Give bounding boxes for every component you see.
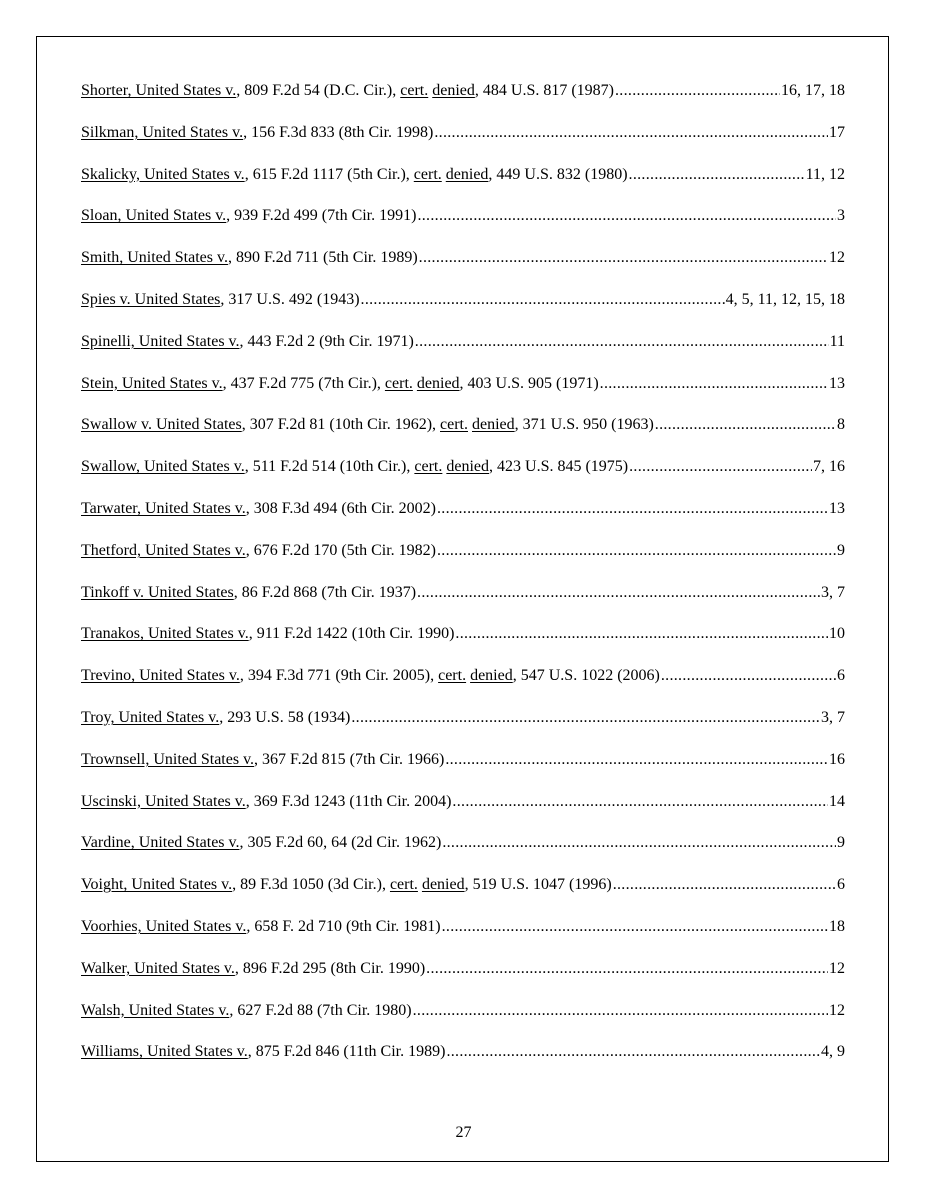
authority-entry — [81, 623, 845, 665]
page-references: 3, 7 — [821, 708, 845, 726]
denied-label: denied — [416, 374, 460, 392]
denied-label: denied — [445, 165, 489, 183]
denied-label: denied — [470, 667, 513, 685]
citation-detail: , 305 F.2d 60, 64 (2d Cir. 1962) — [239, 834, 442, 852]
case-name: Skalicky, United States v. — [81, 165, 245, 183]
page-references: 16, 17, 18 — [781, 82, 845, 99]
case-name: Walsh, United States v. — [81, 1001, 230, 1019]
citation — [81, 832, 441, 854]
citation-detail: , 86 F.2d 868 (7th Cir. 1937) — [233, 583, 417, 601]
page-references: 12 — [829, 249, 845, 267]
citation — [81, 1041, 445, 1063]
citation — [81, 958, 425, 980]
cert-label: cert. — [400, 82, 429, 99]
citation — [81, 665, 660, 687]
dot-leader — [615, 80, 780, 102]
authority-entry — [81, 331, 845, 373]
authority-entry — [81, 80, 845, 122]
citation — [81, 80, 614, 102]
authority-entry — [81, 582, 845, 624]
dot-leader — [629, 456, 812, 478]
cert-label: cert. — [438, 667, 467, 685]
authority-entry — [81, 456, 845, 498]
case-name: Spinelli, United States v. — [81, 332, 240, 350]
page-references: 7, 16 — [813, 458, 845, 476]
citation — [81, 373, 599, 395]
citation-detail: , 875 F.2d 846 (11th Cir. 1989) — [247, 1043, 446, 1061]
dot-leader — [437, 498, 828, 520]
page-references: 13 — [829, 374, 845, 392]
citation-detail-2: , 449 U.S. 832 (1980) — [488, 165, 628, 183]
authority-entry — [81, 373, 845, 415]
page-references: 3, 7 — [821, 583, 845, 601]
citation — [81, 582, 416, 604]
authority-entry — [81, 832, 845, 874]
case-name: Trevino, United States v. — [81, 667, 240, 685]
authority-entry — [81, 122, 845, 164]
page-references: 17 — [829, 123, 845, 141]
citation — [81, 707, 350, 729]
authority-entry — [81, 958, 845, 1000]
citation-detail-2: , 423 U.S. 845 (1975) — [489, 458, 629, 476]
authority-entry — [81, 665, 845, 707]
page-references: 4, 5, 11, 12, 15, 18 — [725, 290, 845, 308]
citation-detail: , 809 F.2d 54 (D.C. Cir.), — [236, 82, 401, 99]
dot-leader — [445, 749, 828, 771]
citation-detail-2: , 484 U.S. 817 (1987) — [474, 82, 614, 99]
authority-entry — [81, 874, 845, 916]
citation — [81, 623, 454, 645]
page-references: 6 — [837, 876, 845, 894]
citation — [81, 205, 416, 227]
cert-label: cert. — [384, 374, 413, 392]
dot-leader — [446, 1041, 820, 1063]
citation-detail: , 443 F.2d 2 (9th Cir. 1971) — [239, 332, 414, 350]
citation-detail: , 367 F.2d 815 (7th Cir. 1966) — [254, 750, 445, 768]
citation-detail: , 911 F.2d 1422 (10th Cir. 1990) — [248, 625, 455, 643]
citation — [81, 456, 628, 478]
case-name: Silkman, United States v. — [81, 123, 244, 141]
case-name: Tarwater, United States v. — [81, 499, 246, 517]
dot-leader — [442, 916, 828, 938]
authority-entry — [81, 540, 845, 582]
citation — [81, 498, 436, 520]
citation-detail: , 615 F.2d 1117 (5th Cir.), — [244, 165, 414, 183]
page-references: 11, 12 — [805, 165, 845, 183]
case-name: Spies v. United States — [81, 290, 221, 308]
dot-leader — [661, 665, 836, 687]
citation-detail: , 511 F.2d 514 (10th Cir.), — [244, 458, 415, 476]
citation — [81, 540, 436, 562]
dot-leader — [629, 164, 805, 186]
cert-label: cert. — [440, 416, 468, 434]
denied-label: denied — [421, 876, 465, 894]
citation — [81, 749, 444, 771]
dot-leader — [361, 289, 725, 311]
page-references: 12 — [829, 1001, 845, 1019]
page-references: 12 — [829, 959, 845, 977]
authority-entry — [81, 791, 845, 833]
page-references: 9 — [837, 834, 845, 852]
citation-detail-2: , 403 U.S. 905 (1971) — [459, 374, 599, 392]
citation-detail: , 308 F.3d 494 (6th Cir. 2002) — [245, 499, 436, 517]
case-name: Swallow, United States v. — [81, 458, 245, 476]
page-references: 3 — [837, 207, 845, 225]
dot-leader — [655, 414, 836, 436]
dot-leader — [351, 707, 820, 729]
case-name: Tranakos, United States v. — [81, 625, 249, 643]
page-references: 10 — [829, 625, 845, 643]
case-name: Uscinski, United States v. — [81, 792, 246, 810]
cert-label: cert. — [413, 165, 442, 183]
citation — [81, 289, 360, 311]
dot-leader — [417, 582, 820, 604]
authority-entry — [81, 1041, 845, 1083]
page-references: 13 — [829, 499, 845, 517]
citation-detail: , 307 F.2d 81 (10th Cir. 1962), — [241, 416, 441, 434]
case-name: Trownsell, United States v. — [81, 750, 255, 768]
denied-label: denied — [446, 458, 490, 476]
case-name: Vardine, United States v. — [81, 834, 240, 852]
citation-detail-2: , 371 U.S. 950 (1963) — [514, 416, 654, 434]
page-references: 16 — [829, 750, 845, 768]
dot-leader — [415, 331, 829, 353]
cert-label: cert. — [389, 876, 418, 894]
authority-entry — [81, 414, 845, 456]
citation-detail: , 939 F.2d 499 (7th Cir. 1991) — [226, 207, 417, 225]
page-references: 8 — [837, 416, 845, 434]
case-name: Troy, United States v. — [81, 708, 220, 726]
citation-detail: , 896 F.2d 295 (8th Cir. 1990) — [234, 959, 426, 977]
citation-detail: , 437 F.2d 775 (7th Cir.), — [222, 374, 385, 392]
citation — [81, 331, 414, 353]
page-number: 27 — [455, 1124, 472, 1141]
case-name: Williams, United States v. — [81, 1043, 248, 1061]
authority-entry — [81, 749, 845, 791]
citation-detail-2: , 547 U.S. 1022 (2006) — [512, 667, 660, 685]
denied-label: denied — [472, 416, 515, 434]
case-name: Voight, United States v. — [81, 876, 233, 894]
dot-leader — [452, 791, 828, 813]
citation — [81, 916, 441, 938]
authority-entry — [81, 916, 845, 958]
dot-leader — [426, 958, 828, 980]
table-of-authorities — [81, 80, 845, 1083]
authority-entry — [81, 205, 845, 247]
citation-detail: , 369 F.3d 1243 (11th Cir. 2004) — [245, 792, 452, 810]
citation-detail-2: , 519 U.S. 1047 (1996) — [464, 876, 612, 894]
citation-detail: , 293 U.S. 58 (1934) — [219, 708, 351, 726]
citation — [81, 791, 451, 813]
dot-leader — [600, 373, 828, 395]
dot-leader — [419, 247, 828, 269]
citation-detail: , 156 F.3d 833 (8th Cir. 1998) — [243, 123, 434, 141]
citation-detail: , 89 F.3d 1050 (3d Cir.), — [232, 876, 390, 894]
citation — [81, 122, 433, 144]
dot-leader — [417, 205, 836, 227]
authority-entry — [81, 1000, 845, 1042]
dot-leader — [413, 1000, 828, 1022]
citation-detail: , 658 F. 2d 710 (9th Cir. 1981) — [246, 917, 441, 935]
page-references: 14 — [829, 792, 845, 810]
citation-detail: , 676 F.2d 170 (5th Cir. 1982) — [245, 541, 436, 559]
case-name: Smith, United States v. — [81, 249, 228, 267]
dot-leader — [437, 540, 836, 562]
authority-entry — [81, 164, 845, 206]
case-name: Thetford, United States v. — [81, 541, 246, 559]
case-name: Sloan, United States v. — [81, 207, 227, 225]
case-name: Voorhies, United States v. — [81, 917, 247, 935]
authority-entry — [81, 247, 845, 289]
authority-entry — [81, 707, 845, 749]
authority-entry — [81, 289, 845, 331]
denied-label: denied — [432, 82, 475, 99]
page-references: 6 — [837, 667, 845, 685]
page-references: 11 — [829, 332, 845, 350]
page-references: 9 — [837, 541, 845, 559]
case-name: Swallow v. United States — [81, 416, 242, 434]
citation — [81, 874, 612, 896]
page-references: 4, 9 — [821, 1043, 845, 1061]
cert-label: cert. — [414, 458, 443, 476]
case-name: Stein, United States v. — [81, 374, 223, 392]
dot-leader — [434, 122, 828, 144]
citation-detail: , 394 F.3d 771 (9th Cir. 2005), — [239, 667, 439, 685]
citation-detail: , 627 F.2d 88 (7th Cir. 1980) — [229, 1001, 412, 1019]
citation — [81, 414, 654, 436]
citation-detail: , 890 F.2d 711 (5th Cir. 1989) — [227, 249, 418, 267]
citation-detail: , 317 U.S. 492 (1943) — [220, 290, 360, 308]
case-name: Shorter, United States v. — [81, 82, 237, 99]
citation — [81, 164, 628, 186]
case-name: Walker, United States v. — [81, 959, 235, 977]
citation — [81, 1000, 412, 1022]
case-name: Tinkoff v. United States — [81, 583, 234, 601]
dot-leader — [442, 832, 836, 854]
dot-leader — [613, 874, 836, 896]
citation — [81, 247, 418, 269]
authority-entry — [81, 498, 845, 540]
page-references: 18 — [829, 917, 845, 935]
dot-leader — [455, 623, 828, 645]
